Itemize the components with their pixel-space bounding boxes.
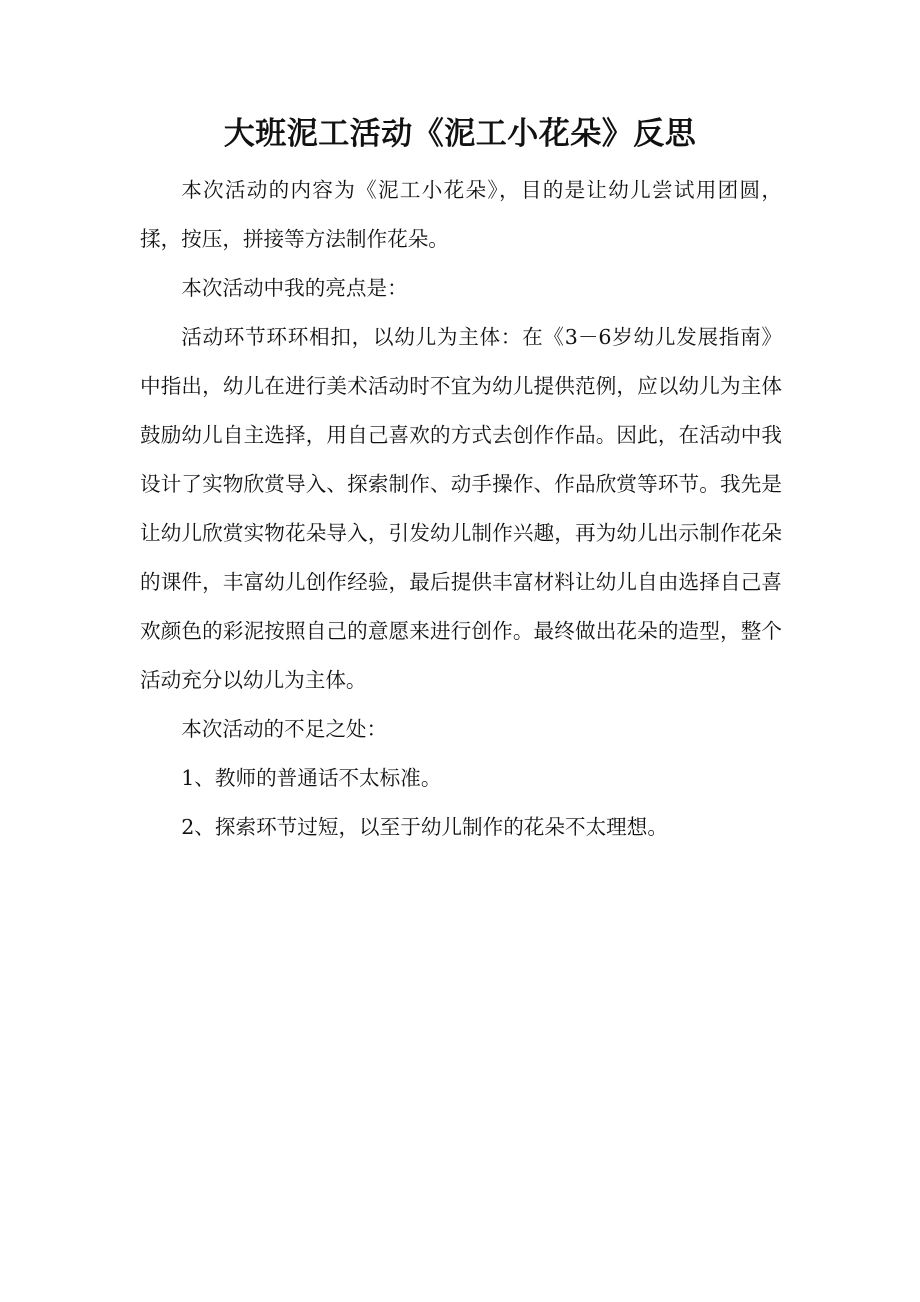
document-body <box>140 166 782 852</box>
paragraph-shortcoming-2: 2、探索环节过短，以至于幼儿制作的花朵不太理想。 <box>181 815 668 839</box>
paragraph-shortcoming-1: 1、教师的普通话不太标准。 <box>181 766 442 790</box>
paragraph-highlights-heading: 本次活动中我的亮点是： <box>181 276 408 300</box>
document-title: 大班泥工活动《泥工小花朵》反思 <box>223 116 697 152</box>
paragraph-intro: 本次活动的内容为《泥工小花朵》，目的是让幼儿尝试用团圆，揉，按压，拼接等方法制作花朵。 <box>140 178 782 251</box>
paragraph-shortcomings-heading: 本次活动的不足之处： <box>181 717 388 741</box>
paragraph-highlights: 活动环节环环相扣，以幼儿为主体：在《3－6岁幼儿发展指南》中指出，幼儿在进行美术活动时不宜为幼儿提供范例，应以幼儿为主体鼓励幼儿自主选择，用自己喜欢的方式去创作作品。因此，在活动中我设计了实物欣赏导入、探索制作、动手操作、作品欣赏等环节。我先是让幼儿欣赏实物花朵导入，引发幼儿制作兴趣，再为幼儿出示制作花朵的课件，丰富幼儿创作经验，最后提供丰富材料让幼儿自由选择自己喜欢颜色的彩泥按照自己的意愿来进行创作。最终做出花朵的造型，整个活动充分以幼儿为主体。 <box>140 325 782 692</box>
